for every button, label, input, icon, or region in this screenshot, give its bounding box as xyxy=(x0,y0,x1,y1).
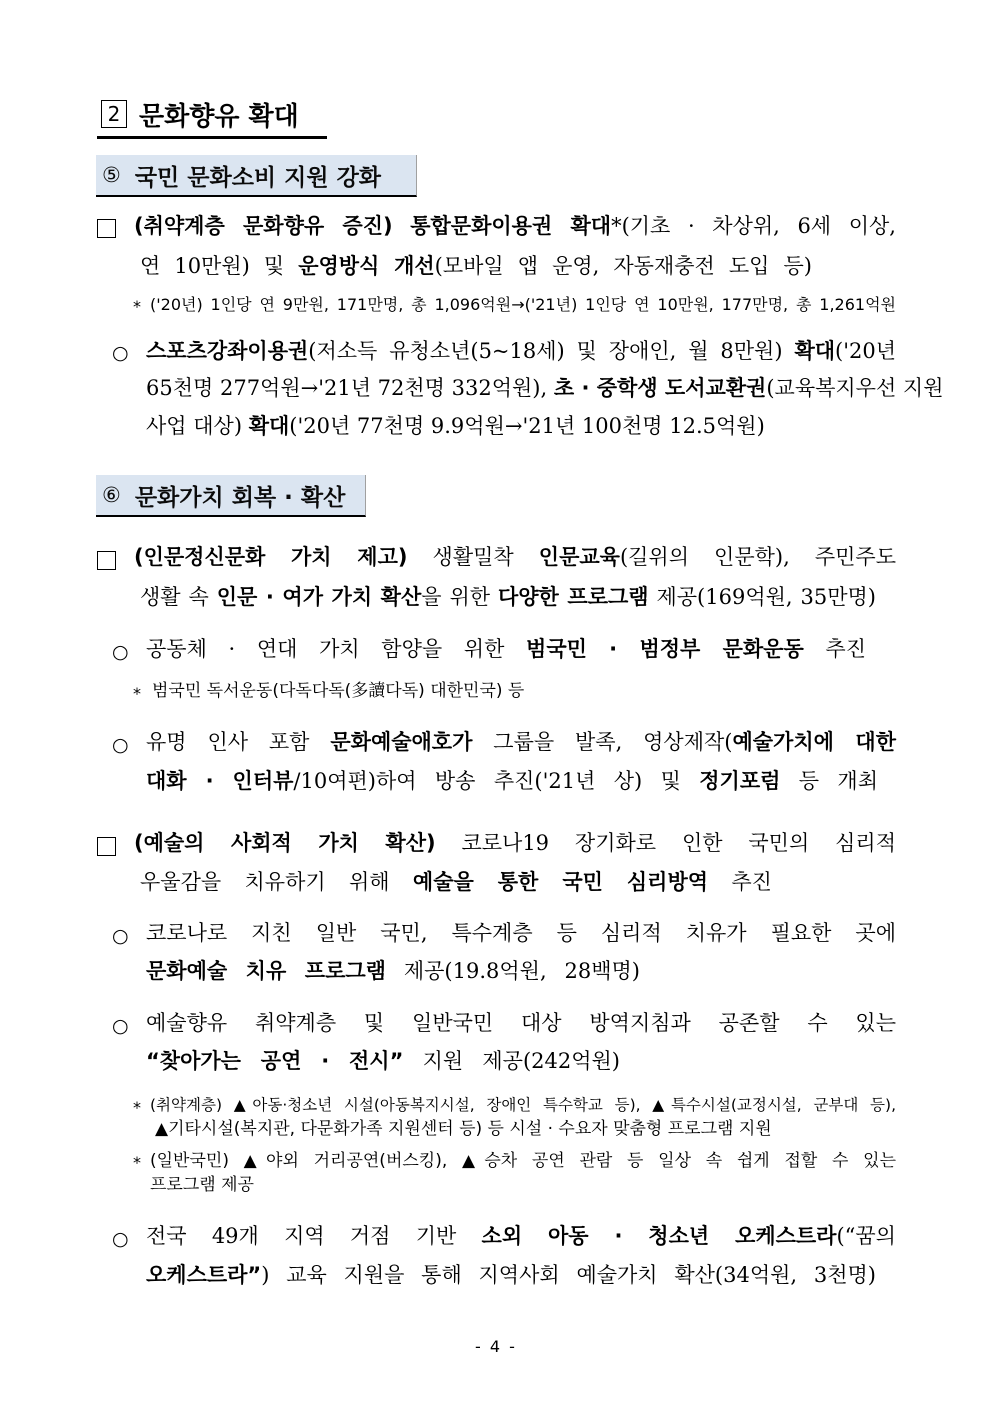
section-title-text: 문화향유 확대 xyxy=(139,101,299,132)
p1-keyword: 통합문화이용권 확대 xyxy=(410,214,612,238)
p3-line2-text2: 추진 xyxy=(731,870,772,894)
c3-line2-text1: /10여편)하여 방송 추진('21년 상) 및 xyxy=(293,769,681,793)
p2-line2-keyword1: 인문 · 여가 가치 확산 xyxy=(216,585,422,609)
c6-text2: (“꿈의 xyxy=(836,1224,896,1248)
p3-text: 코로나19 장기화로 인한 국민의 심리적 xyxy=(461,831,896,855)
p1-line2 xyxy=(140,256,812,277)
c4-line2 xyxy=(146,961,640,982)
c1-line3 xyxy=(146,414,765,438)
n3-line1: (취약계층) ▲아동·청소년 시설(아동복지시설, 장애인 특수학교 등), ▲특수시설(교정시설, 군부대 등), xyxy=(150,1096,896,1114)
p2-line2 xyxy=(140,587,876,608)
checkbox-square-icon xyxy=(97,219,116,238)
p3-line2 xyxy=(140,872,772,893)
c3-text2: 그룹을 발족, 영상제작( xyxy=(493,730,733,754)
c1-line2-keyword: 초 · 중학생 도서교환권 xyxy=(553,376,767,400)
p2-text2: (길위의 인문학), 주민주도 xyxy=(619,545,896,569)
subsection-6-title: 문화가치 회복 · 확산 xyxy=(134,484,346,511)
c1-text2: ('20년 xyxy=(835,339,896,363)
p1-line2-text1: 연 10만원) 및 xyxy=(140,254,285,278)
p2-line2-text2: 을 위한 xyxy=(421,585,491,609)
n2-text: 범국민 독서운동(다독다독(多讀다독) 대한민국) 등 xyxy=(152,681,525,701)
c3-line1 xyxy=(146,732,896,753)
bullet-circle-icon: ○ xyxy=(112,342,129,364)
c4-text: 제공(19.8억원, 28백명) xyxy=(403,959,640,983)
c6-line2-keyword: 오케스트라” xyxy=(146,1263,262,1287)
checkbox-square-icon xyxy=(97,551,116,570)
c2-text2: 추진 xyxy=(825,637,866,661)
p3-line1 xyxy=(134,833,896,854)
c5-text: 지원 제공(242억원) xyxy=(422,1049,620,1073)
checkbox-square-icon xyxy=(97,837,116,856)
c6-keyword: 소외 아동 · 청소년 오케스트라 xyxy=(481,1224,837,1248)
c3-keyword1: 문화예술애호가 xyxy=(330,730,473,754)
c6-line1 xyxy=(146,1226,896,1247)
c1-line3-text2: ('20년 77천명 9.9억원→'21년 100천명 12.5억원) xyxy=(289,414,765,438)
c3-line2-text2: 등 개최 xyxy=(798,769,879,793)
p3-line2-text1: 우울감을 치유하기 위해 xyxy=(140,870,390,894)
p2-line2-text1: 생활 속 xyxy=(140,585,209,609)
c6-line2-text: ) 교육 지원을 통해 지역사회 예술가치 확산(34억원, 3천명) xyxy=(261,1263,876,1287)
p2-heading: (인문정신문화 가치 제고) xyxy=(134,545,408,569)
c1-line2-text1: 65천명 277억원→'21년 72천명 332억원), xyxy=(146,376,548,400)
subsection-5-title: 국민 문화소비 지원 강화 xyxy=(134,164,382,191)
bullet-circle-icon: ○ xyxy=(112,1015,129,1037)
c3-text1: 유명 인사 포함 xyxy=(146,730,310,754)
c1-line3-keyword: 확대 xyxy=(248,414,290,438)
c1-text1: (저소득 유청소년(5~18세) 및 장애인, 월 8만원) xyxy=(308,339,783,363)
subsection-6-heading xyxy=(96,475,366,517)
page-number: - 4 - xyxy=(475,1337,517,1356)
p1-heading: (취약계층 문화향유 증진) xyxy=(134,214,393,238)
c3-keyword2: 예술가치에 대한 xyxy=(732,730,896,754)
c6-line2 xyxy=(146,1265,876,1286)
c2-text1: 공동체 · 연대 가치 함양을 위한 xyxy=(146,637,505,661)
p3-line2-keyword: 예술을 통한 국민 심리방역 xyxy=(412,870,709,894)
p2-line2-text3: 제공(169억원, 35만명) xyxy=(656,585,876,609)
c5-keyword: “찾아가는 공연 · 전시” xyxy=(146,1049,404,1073)
n4-line2: 프로그램 제공 xyxy=(150,1175,254,1195)
bullet-circle-icon: ○ xyxy=(112,734,129,756)
subsection-5-mark: ⑤ xyxy=(102,163,121,187)
n3-line2: ▲기타시설(복지관, 다문화가족 지원센터 등) 등 시설 · 수요자 맞춤형 프로그램 지원 xyxy=(155,1119,772,1139)
section-number: 2 xyxy=(101,100,127,128)
p1-line2-keyword: 운영방식 개선 xyxy=(298,254,435,278)
c3-line2 xyxy=(146,771,878,792)
p2-line1 xyxy=(134,547,896,568)
c1-keyword1: 스포츠강좌이용권 xyxy=(146,339,309,363)
subsection-5-heading xyxy=(96,155,417,197)
footnote-asterisk-icon: * xyxy=(133,1153,141,1172)
c3-line2-keyword1: 대화 · 인터뷰 xyxy=(146,769,294,793)
n4-line1: (일반국민) ▲야외 거리공연(버스킹), ▲승차 공연 관람 등 일상 속 쉽게 접할 수 있는 xyxy=(150,1151,896,1171)
p2-text1: 생활밀착 xyxy=(432,545,514,569)
footnote-asterisk-icon: * xyxy=(133,1098,141,1117)
c1-line2-text2: (교육복지우선 지원 xyxy=(766,376,944,400)
c1-keyword2: 확대 xyxy=(794,339,836,363)
c1-line3-text1: 사업 대상) xyxy=(146,414,243,438)
c3-line2-keyword2: 정기포럼 xyxy=(699,769,781,793)
footnote-asterisk-icon: * xyxy=(133,297,141,316)
p1-line1 xyxy=(134,216,896,237)
c5-line2 xyxy=(146,1051,620,1072)
footnote-asterisk-icon: * xyxy=(133,684,141,703)
p3-heading: (예술의 사회적 가치 확산) xyxy=(134,831,436,855)
c6-text1: 전국 49개 지역 거점 기반 xyxy=(146,1224,457,1248)
section-title xyxy=(97,92,327,139)
p2-line2-keyword2: 다양한 프로그램 xyxy=(497,585,649,609)
c1-line2 xyxy=(146,376,944,400)
c5-line1: 예술향유 취약계층 및 일반국민 대상 방역지침과 공존할 수 있는 xyxy=(146,1011,896,1035)
p1-text: *(기초 · 차상위, 6세 이상, xyxy=(611,214,896,238)
subsection-6-mark: ⑥ xyxy=(102,483,121,507)
c1-line1 xyxy=(146,341,896,362)
c4-line1: 코로나로 지친 일반 국민, 특수계층 등 심리적 치유가 필요한 곳에 xyxy=(146,921,896,945)
c2-keyword: 범국민 · 범정부 문화운동 xyxy=(526,637,804,661)
bullet-circle-icon: ○ xyxy=(112,925,129,947)
p2-keyword1: 인문교육 xyxy=(538,545,620,569)
p1-line2-text2: (모바일 앱 운영, 자동재충전 도입 등) xyxy=(434,254,812,278)
c2-line1 xyxy=(146,639,866,660)
n1-text: ('20년) 1인당 연 9만원, 171만명, 총 1,096억원→('21년) 1인당 연 10만원, 177만명, 총 1,261억원 xyxy=(150,295,896,314)
c4-keyword: 문화예술 치유 프로그램 xyxy=(146,959,386,983)
bullet-circle-icon: ○ xyxy=(112,641,129,663)
bullet-circle-icon: ○ xyxy=(112,1228,129,1250)
